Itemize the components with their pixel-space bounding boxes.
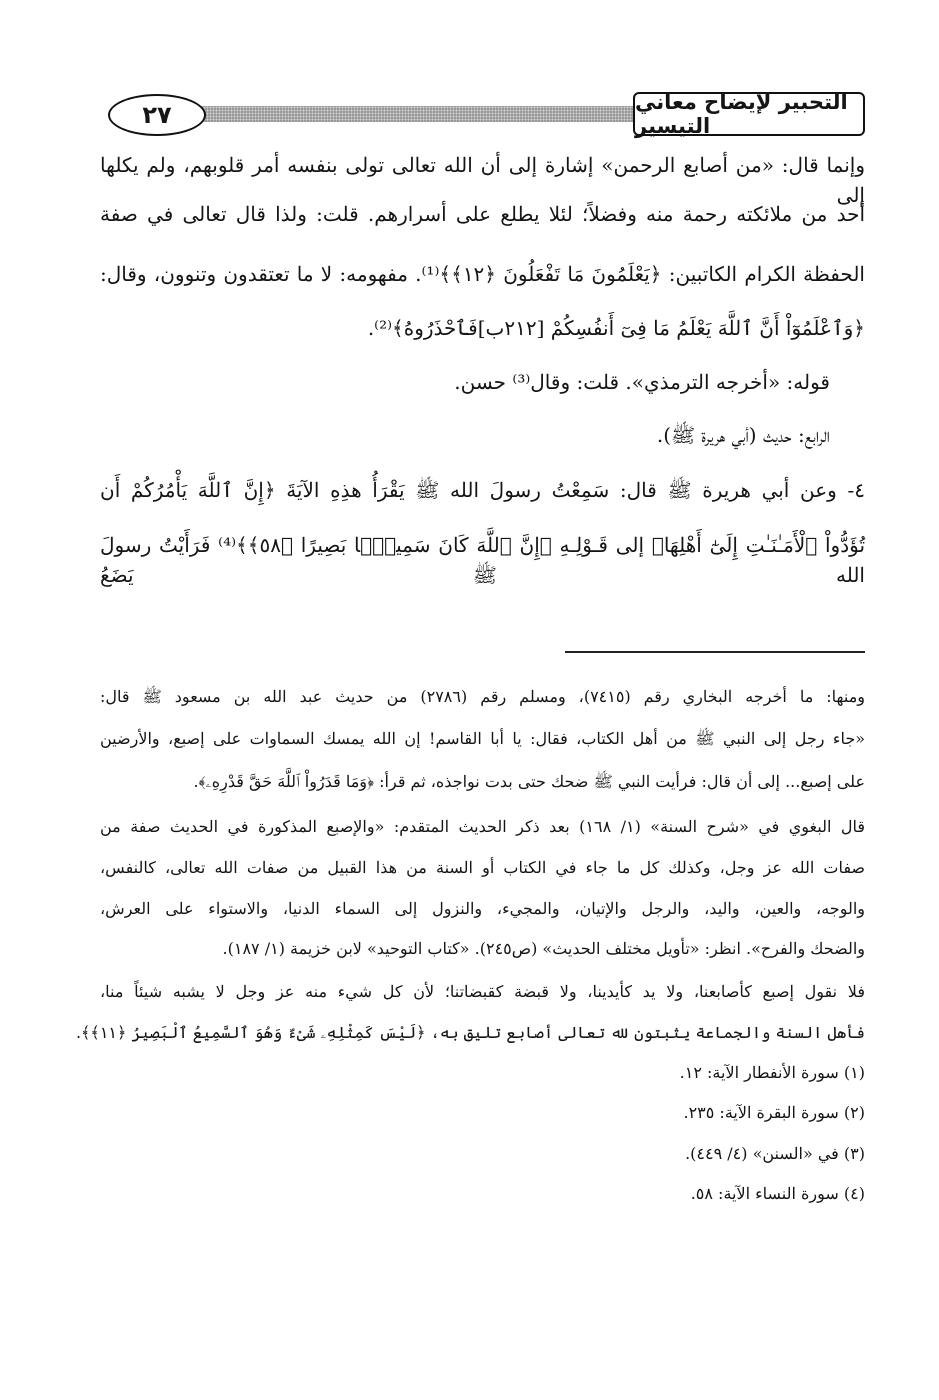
body-line: الرابع: حديث (أبي هريرة ﷺ). (656, 423, 830, 447)
book-title: التحبير لإيضاح معاني التيسير (633, 92, 865, 136)
footnote-line: والوجه، والعين، واليد، والرجل والإتيان، والمجيء، والنزول إلى السماء الدنيا، والاستواء على العرش، (100, 899, 865, 918)
footnote-line: (٤) سورة النساء الآية: ٥٨. (690, 1184, 865, 1203)
footnote-line: (١) سورة الأنفطار الآية: ١٢. (679, 1063, 865, 1082)
footnote-line: (٢) سورة البقرة الآية: ٢٣٥. (683, 1103, 865, 1122)
footnote-line: على إصبع... إلى أن قال: فرأيت النبي ﷺ ضحك حتى بدت نواجذه، ثم قرأ: ﴿وَمَا قَدَرُواْ ٱللَّهَ حَقَّ قَدْرِهِۦ﴾. (193, 772, 865, 791)
page-number: ٢٧ (108, 94, 206, 136)
footnote-line: فلا نقول إصبع كأصابعنا، ولا يد كأيدينا، ولا قبضة كقبضاتنا؛ لأن كل شيء منه عز وجل لا يشبه شيئاً منا، (100, 982, 865, 1001)
footnote-line: فأهل السنة والجماعة يثبتون لله تعالى أصابع تليق به، ﴿لَيْسَ كَمِثْلِهِۦ شَىْءٌ وَهُوَ ٱلسَّمِيعُ ٱلْبَصِيرُ ﴿١١﴾﴾. (75, 1023, 865, 1042)
footnote-line: «جاء رجل إلى النبي ﷺ من أهل الكتاب، فقال: يا أبا القاسم! إن الله يمسك السماوات على إصبع، والأرضين (100, 729, 865, 748)
footnote-line: والضحك والفرح». انظر: «تأويل مختلف الحديث» (ص٢٤٥). «كتاب التوحيد» لابن خزيمة (١/ ١٨٧). (222, 939, 865, 958)
footnote-separator (565, 651, 865, 653)
body-line: الحفظة الكرام الكاتبين: ﴿يَعْلَمُونَ مَا تَفْعَلُونَ ﴿١٢﴾﴾⁽¹⁾. مفهومه: لا ما تعتقدون وتنوون، وقال: (100, 262, 865, 286)
footnote-line: ومنها: ما أخرجه البخاري رقم (٧٤١٥)، ومسلم رقم (٢٧٨٦) من حديث عبد الله بن مسعود ﷺ قال: (100, 687, 865, 706)
body-line: أحد من ملائكته رحمة منه وفضلاً؛ لئلا يطلع على أسرارهم. قلت: ولذا قال تعالى في صفة (100, 202, 865, 226)
body-line: ٤- وعن أبي هريرة ﷺ قال: سَمِعْتُ رسولَ الله ﷺ يَقْرَأُ هذِهِ الآيَةَ ﴿إِنَّ ٱللَّهَ يَأْمُرُكُمْ أَن (100, 478, 865, 502)
body-line: تُؤَدُّواْ ٱلْأَمَـٰنَـٰتِ إِلَىٰٓ أَهْلِهَا﴾ إلى قَـوْلِـهِ ﴿إِنَّ ٱللَّهَ كَانَ سَمِيعًۢا بَصِيرًا ﴿٥٨﴾﴾⁽⁴⁾ فَرَأَيْتُ رسولَ الله ﷺ يَضَعُ (100, 533, 866, 587)
footnote-line: قال البغوي في «شرح السنة» (١/ ١٦٨) بعد ذكر الحديث المتقدم: «والإصبع المذكورة في الحديث صفة من (100, 817, 865, 836)
body-line: ﴿وَٱعْلَمُوٓاْ أَنَّ ٱللَّهَ يَعْلَمُ مَا فِىٓ أَنفُسِكُمْ [٢١٢ب]فَٱحْذَرُوهُ﴾⁽²⁾. (367, 316, 865, 340)
body-line: وإنما قال: «من أصابع الرحمن» إشارة إلى أن الله تعالى تولى بنفسه أمر قلوبهم، ولم يكلها إلى (100, 153, 865, 207)
page-header (100, 92, 865, 142)
body-line: قوله: «أخرجه الترمذي». قلت: وقال⁽³⁾ حسن. (454, 370, 830, 394)
footnote-line: صفات الله عز وجل، وكذلك كل ما جاء في الكتاب أو السنة من هذا القبيل من صفات الله تعالى، كالنفس، (100, 858, 865, 877)
header-decorative-bar (140, 106, 705, 122)
footnote-line: (٣) في «السنن» (٤/ ٤٤٩). (685, 1144, 865, 1163)
